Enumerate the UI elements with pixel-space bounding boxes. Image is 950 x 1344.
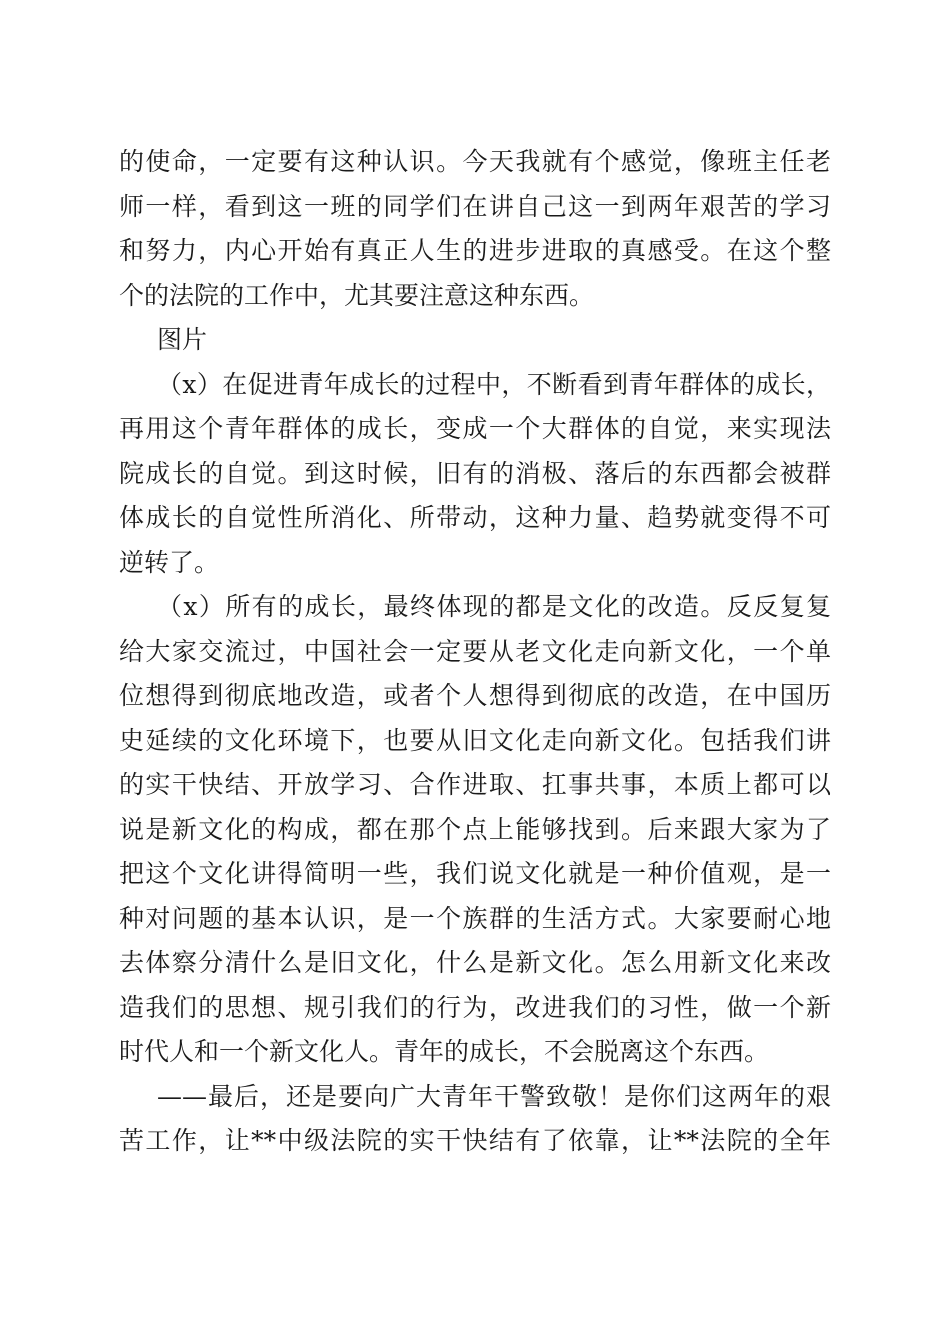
text-line: 造我们的思想、规引我们的行为，改进我们的习性，做一个新 [119, 992, 831, 1022]
text-line: 位想得到彻底地改造，或者个人想得到彻底的改造，在中国历 [119, 681, 831, 710]
text-line: 时代人和一个新文化人。青年的成长，不会脱离这个东西。 [119, 1037, 770, 1066]
text-line: 苦工作，让**中级法院的实干快结有了依靠，让**法院的全年 [119, 1126, 831, 1155]
text-line: 逆转了。 [119, 547, 220, 577]
text-line: 的使命，一定要有这种认识。今天我就有个感觉，像班主任老 [119, 147, 831, 176]
text-line: 师一样，看到这一班的同学们在讲自己这一到两年艰苦的学习 [119, 191, 831, 221]
text-line: 和努力，内心开始有真正人生的进步进取的真感受。在这个整 [119, 236, 831, 265]
text-line: 图片 [157, 325, 208, 354]
text-line: （x）在促进青年成长的过程中，不断看到青年群体的成长， [157, 369, 831, 399]
text-line: 个的法院的工作中，尤其要注意这种东西。 [119, 280, 595, 310]
text-line: 种对问题的基本认识，是一个族群的生活方式。大家要耐心地 [119, 903, 831, 933]
text-line: ——最后，还是要向广大青年干警致敬！是你们这两年的艰 [157, 1081, 831, 1111]
text-line: 给大家交流过，中国社会一定要从老文化走向新文化，一个单 [119, 636, 831, 666]
text-line: （x）所有的成长，最终体现的都是文化的改造。反反复复 [157, 592, 831, 621]
text-line: 去体察分清什么是旧文化，什么是新文化。怎么用新文化来改 [119, 948, 831, 977]
body-text [119, 140, 831, 1164]
text-line: 的实干快结、开放学习、合作进取、扛事共事，本质上都可以 [119, 770, 831, 799]
text-line: 史延续的文化环境下，也要从旧文化走向新文化。包括我们讲 [119, 725, 831, 755]
text-line: 体成长的自觉性所消化、所带动，这种力量、趋势就变得不可 [119, 503, 831, 532]
text-line: 把这个文化讲得简明一些，我们说文化就是一种价值观，是一 [119, 859, 831, 888]
text-line: 院成长的自觉。到这时候，旧有的消极、落后的东西都会被群 [119, 458, 831, 488]
text-line: 说是新文化的构成，都在那个点上能够找到。后来跟大家为了 [119, 814, 831, 844]
text-line: 再用这个青年群体的成长，变成一个大群体的自觉，来实现法 [119, 414, 831, 443]
